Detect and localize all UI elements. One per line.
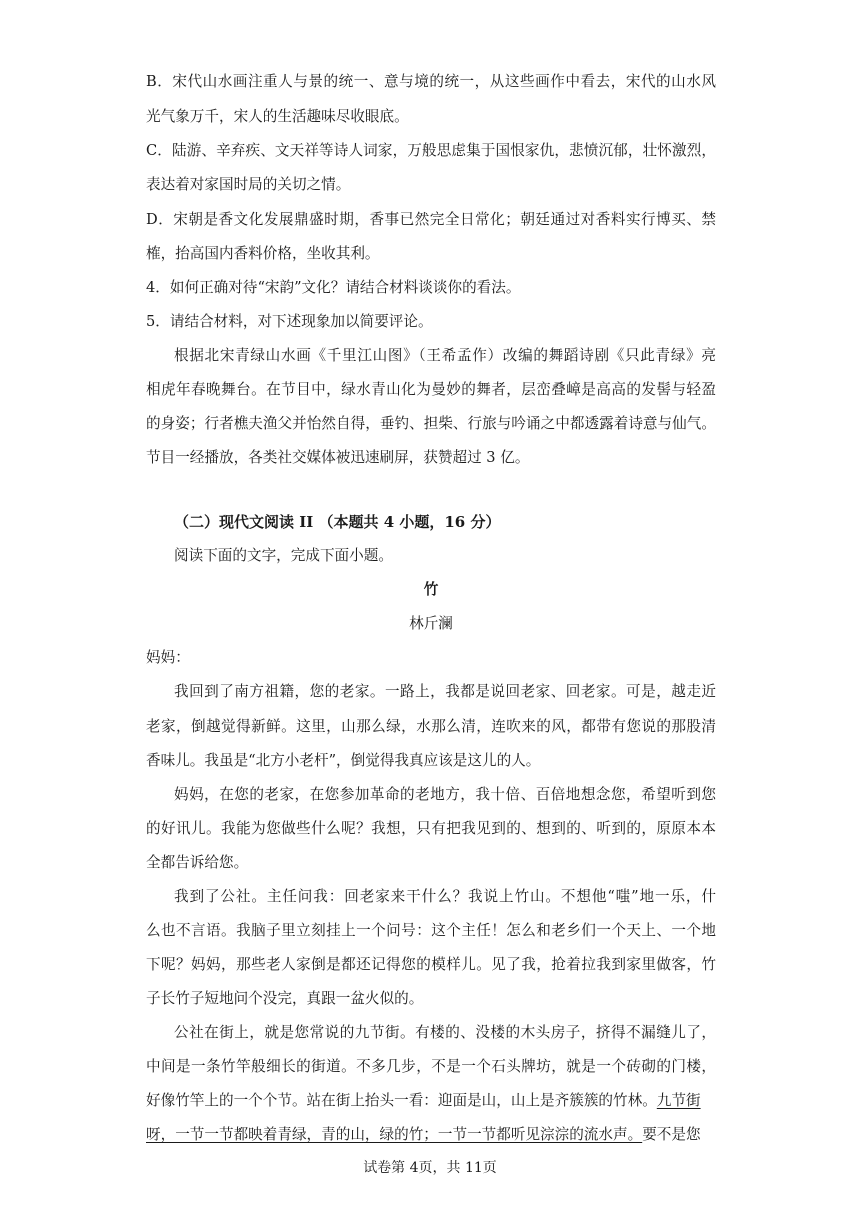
q5-material-line3: 的身姿；行者樵夫渔父并怡然自得，垂钓、担柴、行旅与吟诵之中都透露着诗意与仙气。: [146, 415, 716, 432]
option-b-line1: B．宋代山水画注重人与景的统一、意与境的统一，从这些画作中看去，宋代的山水风: [146, 73, 716, 90]
p3-line3: 下呢？妈妈，那些老人家倒是都还记得您的模样儿。见了我，抢着拉我到家里做客，竹: [146, 956, 716, 973]
p2-line1: 妈妈，在您的老家，在您参加革命的老地方，我十倍、百倍地想念您，希望听到您: [174, 786, 716, 803]
reading-instruction: 阅读下面的文字，完成下面小题。: [174, 547, 393, 564]
p4-line3: [146, 1091, 716, 1111]
section-heading: （二）现代文阅读 II （本题共 4 小题，16 分）: [174, 513, 501, 531]
article-author: 林斤澜: [409, 615, 453, 632]
question-4: 4．如何正确对待“宋韵”文化？请结合材料谈谈你的看法。: [146, 279, 521, 296]
q5-material-line1: 根据北宋青绿山水画《千里江山图》（王希孟作）改编的舞蹈诗剧《只此青绿》亮: [174, 347, 716, 364]
p4-underlined-jiujiejie: 九节街: [656, 1092, 701, 1109]
p4-line4: [146, 1125, 716, 1145]
p4-line3-text: 好像竹竿上的一个个节。站在街上抬头一看：迎面是山，山上是齐簇簇的竹林。: [146, 1092, 657, 1109]
p4-line2: 中间是一条竹竿般细长的街道。不多几步，不是一个石头牌坊，就是一个砖砌的门楼，: [146, 1058, 716, 1075]
p1-line2: 老家，倒越觉得新鲜。这里，山那么绿，水那么清，连吹来的风，都带有您说的那股清: [146, 718, 716, 735]
option-d-line2: 榷，抬高国内香料价格，坐收其利。: [146, 245, 380, 262]
p4-underlined-sentence: 呀，一节一节都映着青绿，青的山，绿的竹；一节一节都听见淙淙的流水声。: [146, 1126, 643, 1143]
p1-line1: 我回到了南方祖籍，您的老家。一路上，我都是说回老家、回老家。可是，越走近: [174, 683, 716, 700]
option-c-line1: C．陆游、辛弃疾、文天祥等诗人词家，万般思虑集于国恨家仇，悲愤沉郁，壮怀激烈，: [146, 142, 716, 159]
p2-line2: 的好讯儿。我能为您做些什么呢？我想，只有把我见到的、想到的、听到的，原原本本: [146, 820, 716, 837]
p3-line1: 我到了公社。主任问我：回老家来干什么？我说上竹山。不想他“嗤”地一乐，什: [174, 888, 716, 905]
p4-line1: 公社在街上，就是您常说的九节街。有楼的、没楼的木头房子，挤得不漏缝儿了，: [174, 1024, 716, 1041]
page-footer: 试卷第 4页，共 11页: [363, 1160, 497, 1176]
p4-line4-tail: 要不是您: [642, 1126, 701, 1143]
p3-line4: 子长竹子短地问个没完，真跟一盆火似的。: [146, 990, 424, 1007]
p1-line3: 香味儿。我虽是“北方小老杆”，倒觉得我真应该是这儿的人。: [146, 752, 541, 769]
q5-material-line2: 相虎年春晚舞台。在节目中，绿水青山化为曼妙的舞者，层峦叠嶂是高高的发髻与轻盈: [146, 381, 716, 398]
article-title: 竹: [423, 581, 439, 598]
letter-salutation: 妈妈：: [146, 649, 190, 666]
p2-line3: 全都告诉给您。: [146, 854, 249, 871]
p3-line2: 么也不言语。我脑子里立刻挂上一个问号：这个主任！怎么和老乡们一个天上、一个地: [146, 922, 716, 939]
option-d-line1: D．宋朝是香文化发展鼎盛时期，香事已然完全日常化；朝廷通过对香料实行博买、禁: [146, 211, 716, 228]
q5-material-line4: 节目一经播放，各类社交媒体被迅速刷屏，获赞超过 3 亿。: [146, 449, 530, 466]
question-5: 5．请结合材料，对下述现象加以简要评论。: [146, 313, 433, 330]
option-b-line2: 光气象万千，宋人的生活趣味尽收眼底。: [146, 108, 409, 125]
option-c-line2: 表达着对家国时局的关切之情。: [146, 176, 351, 193]
